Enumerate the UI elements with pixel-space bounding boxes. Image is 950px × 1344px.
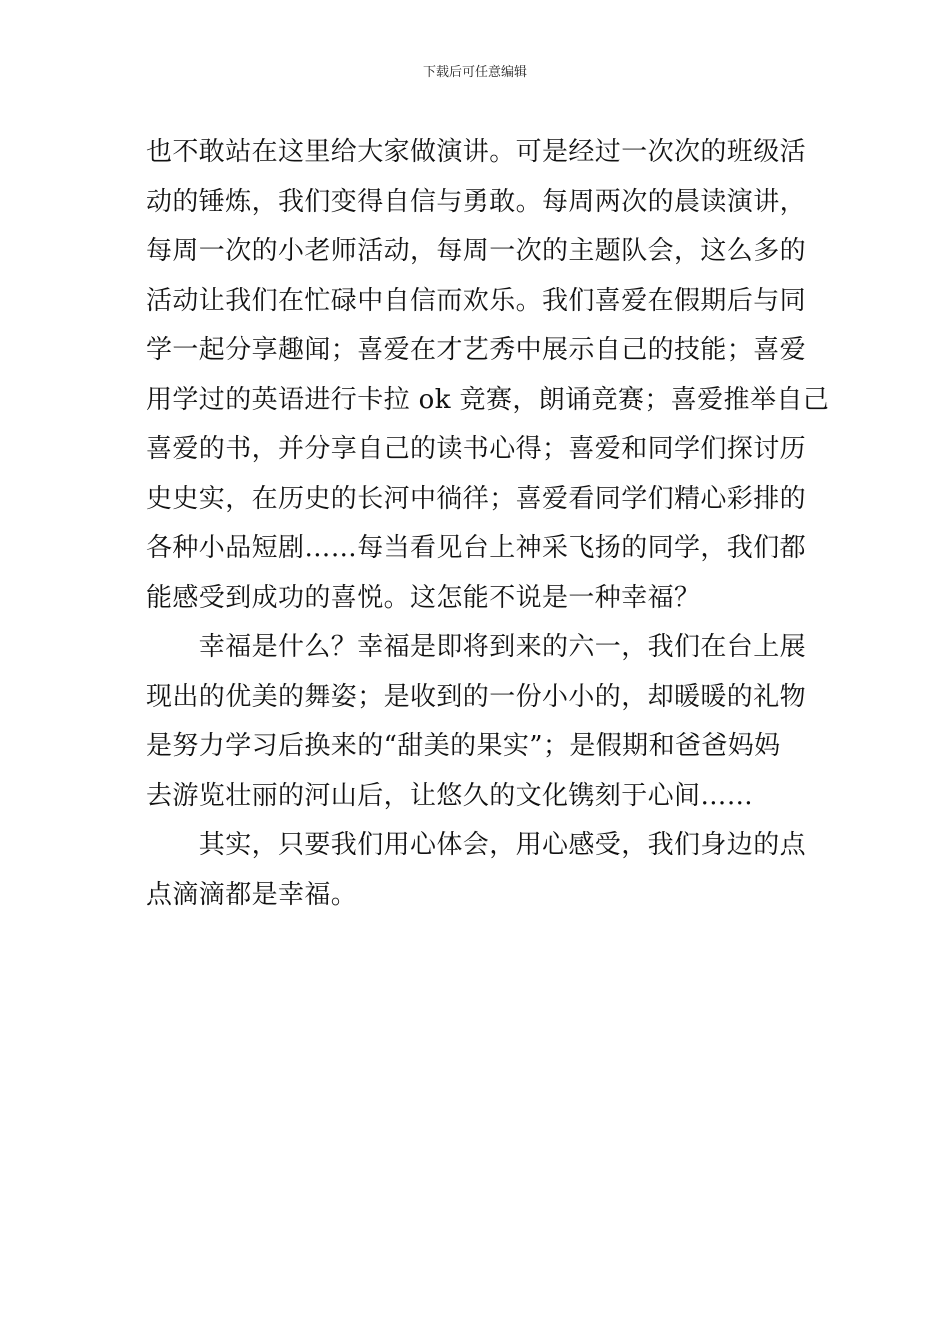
- text-line: 学一起分享趣闻；喜爱在才艺秀中展示自己的技能；喜爱: [146, 335, 807, 365]
- text-line: 是努力学习后换来的“甜美的果实”；是假期和爸爸妈妈: [146, 731, 781, 761]
- text-line: 能感受到成功的喜悦。这怎能不说是一种幸福？: [146, 582, 701, 613]
- text-line: 动的锤炼，我们变得自信与勇敢。每周两次的晨读演讲，: [146, 186, 807, 217]
- text-line: 幸福是什么？幸福是即将到来的六一，我们在台上展: [146, 632, 807, 662]
- text-line: 喜爱的书，并分享自己的读书心得；喜爱和同学们探讨历: [146, 434, 807, 464]
- text-line: 也不敢站在这里给大家做演讲。可是经过一次次的班级活: [146, 137, 807, 167]
- text-line: 用学过的英语进行卡拉 ok 竞赛，朗诵竞赛；喜爱推举自己: [146, 384, 830, 415]
- text-line: 其实，只要我们用心体会，用心感受，我们身边的点: [146, 830, 807, 860]
- text-line: 现出的优美的舞姿；是收到的一份小小的，却暖暖的礼物: [146, 681, 807, 712]
- text-line: 史史实，在历史的长河中徜徉；喜爱看同学们精心彩排的: [146, 483, 807, 514]
- text-line: 各种小品短剧……每当看见台上神采飞扬的同学，我们都: [146, 533, 807, 563]
- page-header: 下载后可任意编辑: [422, 65, 527, 80]
- document-body: [146, 128, 830, 920]
- text-line: 活动让我们在忙碌中自信而欢乐。我们喜爱在假期后与同: [146, 285, 807, 316]
- text-line: 点滴滴都是幸福。: [146, 879, 358, 910]
- text-line: 每周一次的小老师活动，每周一次的主题队会，这么多的: [146, 236, 807, 266]
- text-line: 去游览壮丽的河山后，让悠久的文化镌刻于心间……: [146, 780, 754, 811]
